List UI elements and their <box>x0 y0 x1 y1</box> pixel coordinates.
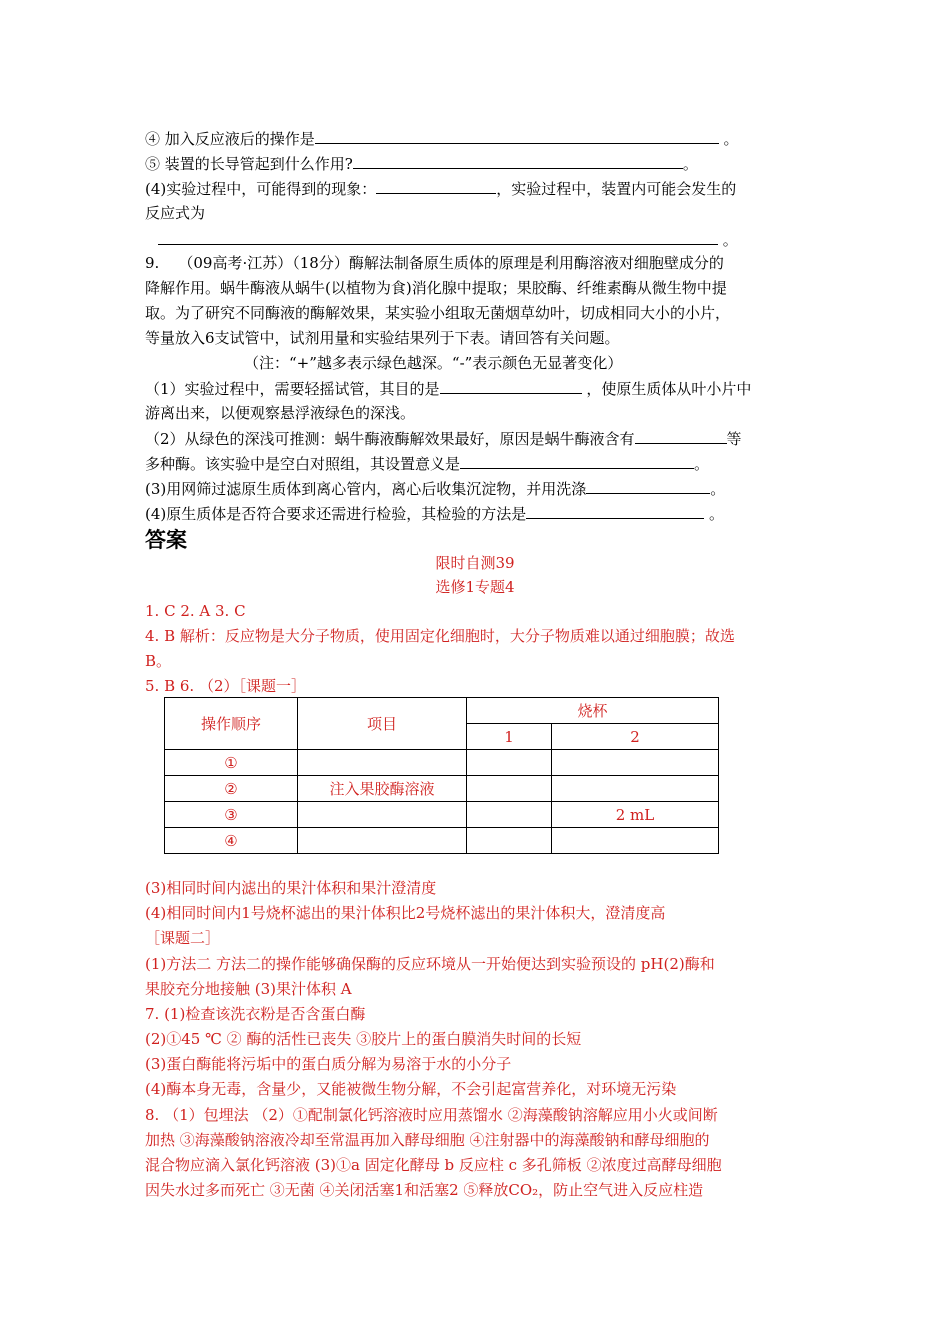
answer-6-3: (3)相同时间内滤出的果汁体积和果汁澄清度 <box>145 879 437 897</box>
answer-blank <box>440 378 582 394</box>
answer-blank <box>635 428 727 444</box>
answer-blank <box>315 128 719 144</box>
q8-part4-end: 。 <box>158 229 738 250</box>
table-row: ① <box>165 750 719 776</box>
table-row: ④ <box>165 828 719 854</box>
answer-8-3: 混合物应滴入氯化钙溶液 (3)①a 固定化酵母 b 反应柱 c 多孔筛板 ②浓度过高酵母细胞 <box>145 1156 722 1174</box>
q8-sub4-line: ④ 加入反应液后的操作是 。 <box>145 130 739 148</box>
answer-7-1: 7. (1)检查该洗衣粉是否含蛋白酶 <box>145 1005 366 1023</box>
q9-line1: 9. （09高考·江苏）（18分）酶解法制备原生质体的原理是利用酶溶液对细胞壁成分的 <box>145 254 724 272</box>
answer-topic-2: ［课题二］ <box>145 929 221 947</box>
answer-blank <box>460 453 694 469</box>
answer-8-4: 因失水过多而死亡 ③无菌 ④关闭活塞1和活塞2 ⑤释放CO₂，防止空气进入反应柱造 <box>145 1181 704 1199</box>
answer-blank <box>376 178 496 194</box>
table-row: ② 注入果胶酶溶液 <box>165 776 719 802</box>
table-header-beaker: 烧杯 <box>467 698 719 724</box>
answers-heading: 答案 <box>145 528 187 552</box>
q9-line4: 等量放入6支试管中，试剂用量和实验结果列于下表。请回答有关问题。 <box>145 329 620 347</box>
answers-title-1: 限时自测39 <box>435 554 515 572</box>
q9-part4: (4)原生质体是否符合要求还需进行检验，其检验的方法是 。 <box>145 505 725 523</box>
answer-7-4: (4)酶本身无毒，含量少，又能被微生物分解，不会引起富营养化，对环境无污染 <box>145 1080 677 1098</box>
answer-6-4: (4)相同时间内1号烧杯滤出的果汁体积比2号烧杯滤出的果汁体积大，澄清度高 <box>145 904 666 922</box>
q9-part2: （2）从绿色的深浅可推测：蜗牛酶液酶解效果最好，原因是蜗牛酶液含有 等 <box>145 430 742 448</box>
answers-title-2: 选修1专题4 <box>435 578 515 596</box>
answer-blank <box>586 478 710 494</box>
q8-sub5-line: ⑤ 装置的长导管起到什么作用? 。 <box>145 155 698 173</box>
answer-7-2: (2)①45 ℃ ② 酶的活性已丧失 ③胶片上的蛋白膜消失时间的长短 <box>145 1030 582 1048</box>
answer-6-topic2: (1)方法二 方法二的操作能够确保酶的反应环境从一开始便达到实验预设的 pH(2)酶和 <box>145 955 715 973</box>
answer-blank <box>526 503 704 519</box>
table-header-beaker-1: 1 <box>467 724 552 750</box>
table-header-order: 操作顺序 <box>165 698 298 750</box>
q9-line3: 取。为了研究不同酶液的酶解效果，某实验小组取无菌烟草幼叶，切成相同大小的小片， <box>145 304 731 322</box>
answer-8-2: 加热 ③海藻酸钠溶液冷却至常温再加入酵母细胞 ④注射器中的海藻酸钠和酵母细胞的 <box>145 1131 710 1149</box>
q9-line2: 降解作用。蜗牛酶液从蜗牛(以植物为食)消化腺中提取；果胶酶、纤维素酶从微生物中提 <box>145 279 727 297</box>
answer-8-1: 8. （1）包埋法 （2）①配制氯化钙溶液时应用蒸馏水 ②海藻酸钠溶解应用小火或间断 <box>145 1106 718 1124</box>
table-row: ③ 2 mL <box>165 802 719 828</box>
q9-part1-cont: 游离出来，以便观察悬浮液绿色的深浅。 <box>145 404 416 422</box>
answer-6-topic2-cont: 果胶充分地接触 (3)果汁体积 A <box>145 980 352 998</box>
q9-note: （注：“+”越多表示绿色越深。“-”表示颜色无显著变化） <box>244 354 623 372</box>
q9-part1: （1）实验过程中，需要轻摇试管，其目的是 ，使原生质体从叶小片中 <box>145 380 752 398</box>
q9-part2-cont: 多种酶。该实验中是空白对照组，其设置意义是 。 <box>145 455 710 473</box>
q8-sub4-text: ④ 加入反应液后的操作是 <box>145 130 315 148</box>
answer-blank <box>353 153 683 169</box>
q8-sub5-text: ⑤ 装置的长导管起到什么作用? <box>145 155 353 173</box>
table-header-item: 项目 <box>298 698 467 750</box>
q8-part4-line: (4)实验过程中，可能得到的现象： ，实验过程中，装置内可能会发生的 <box>145 180 737 198</box>
answer-1-3: 1. C 2. A 3. C <box>145 602 246 620</box>
table-header-beaker-2: 2 <box>552 724 719 750</box>
answer-7-3: (3)蛋白酶能将污垢中的蛋白质分解为易溶于水的小分子 <box>145 1055 512 1073</box>
answer-blank <box>158 229 718 245</box>
q8-part4-cont: 反应式为 <box>145 204 206 222</box>
answer-5-6: 5. B 6. （2）［课题一］ <box>145 677 306 695</box>
answer-4: 4. B 解析：反应物是大分子物质，使用固定化细胞时，大分子物质难以通过细胞膜；故选 <box>145 627 735 645</box>
q9-part3: (3)用网筛过滤原生质体到离心管内，离心后收集沉淀物，并用洗涤 。 <box>145 480 726 498</box>
answer-4-cont: B。 <box>145 652 172 670</box>
answer-table <box>164 697 719 854</box>
